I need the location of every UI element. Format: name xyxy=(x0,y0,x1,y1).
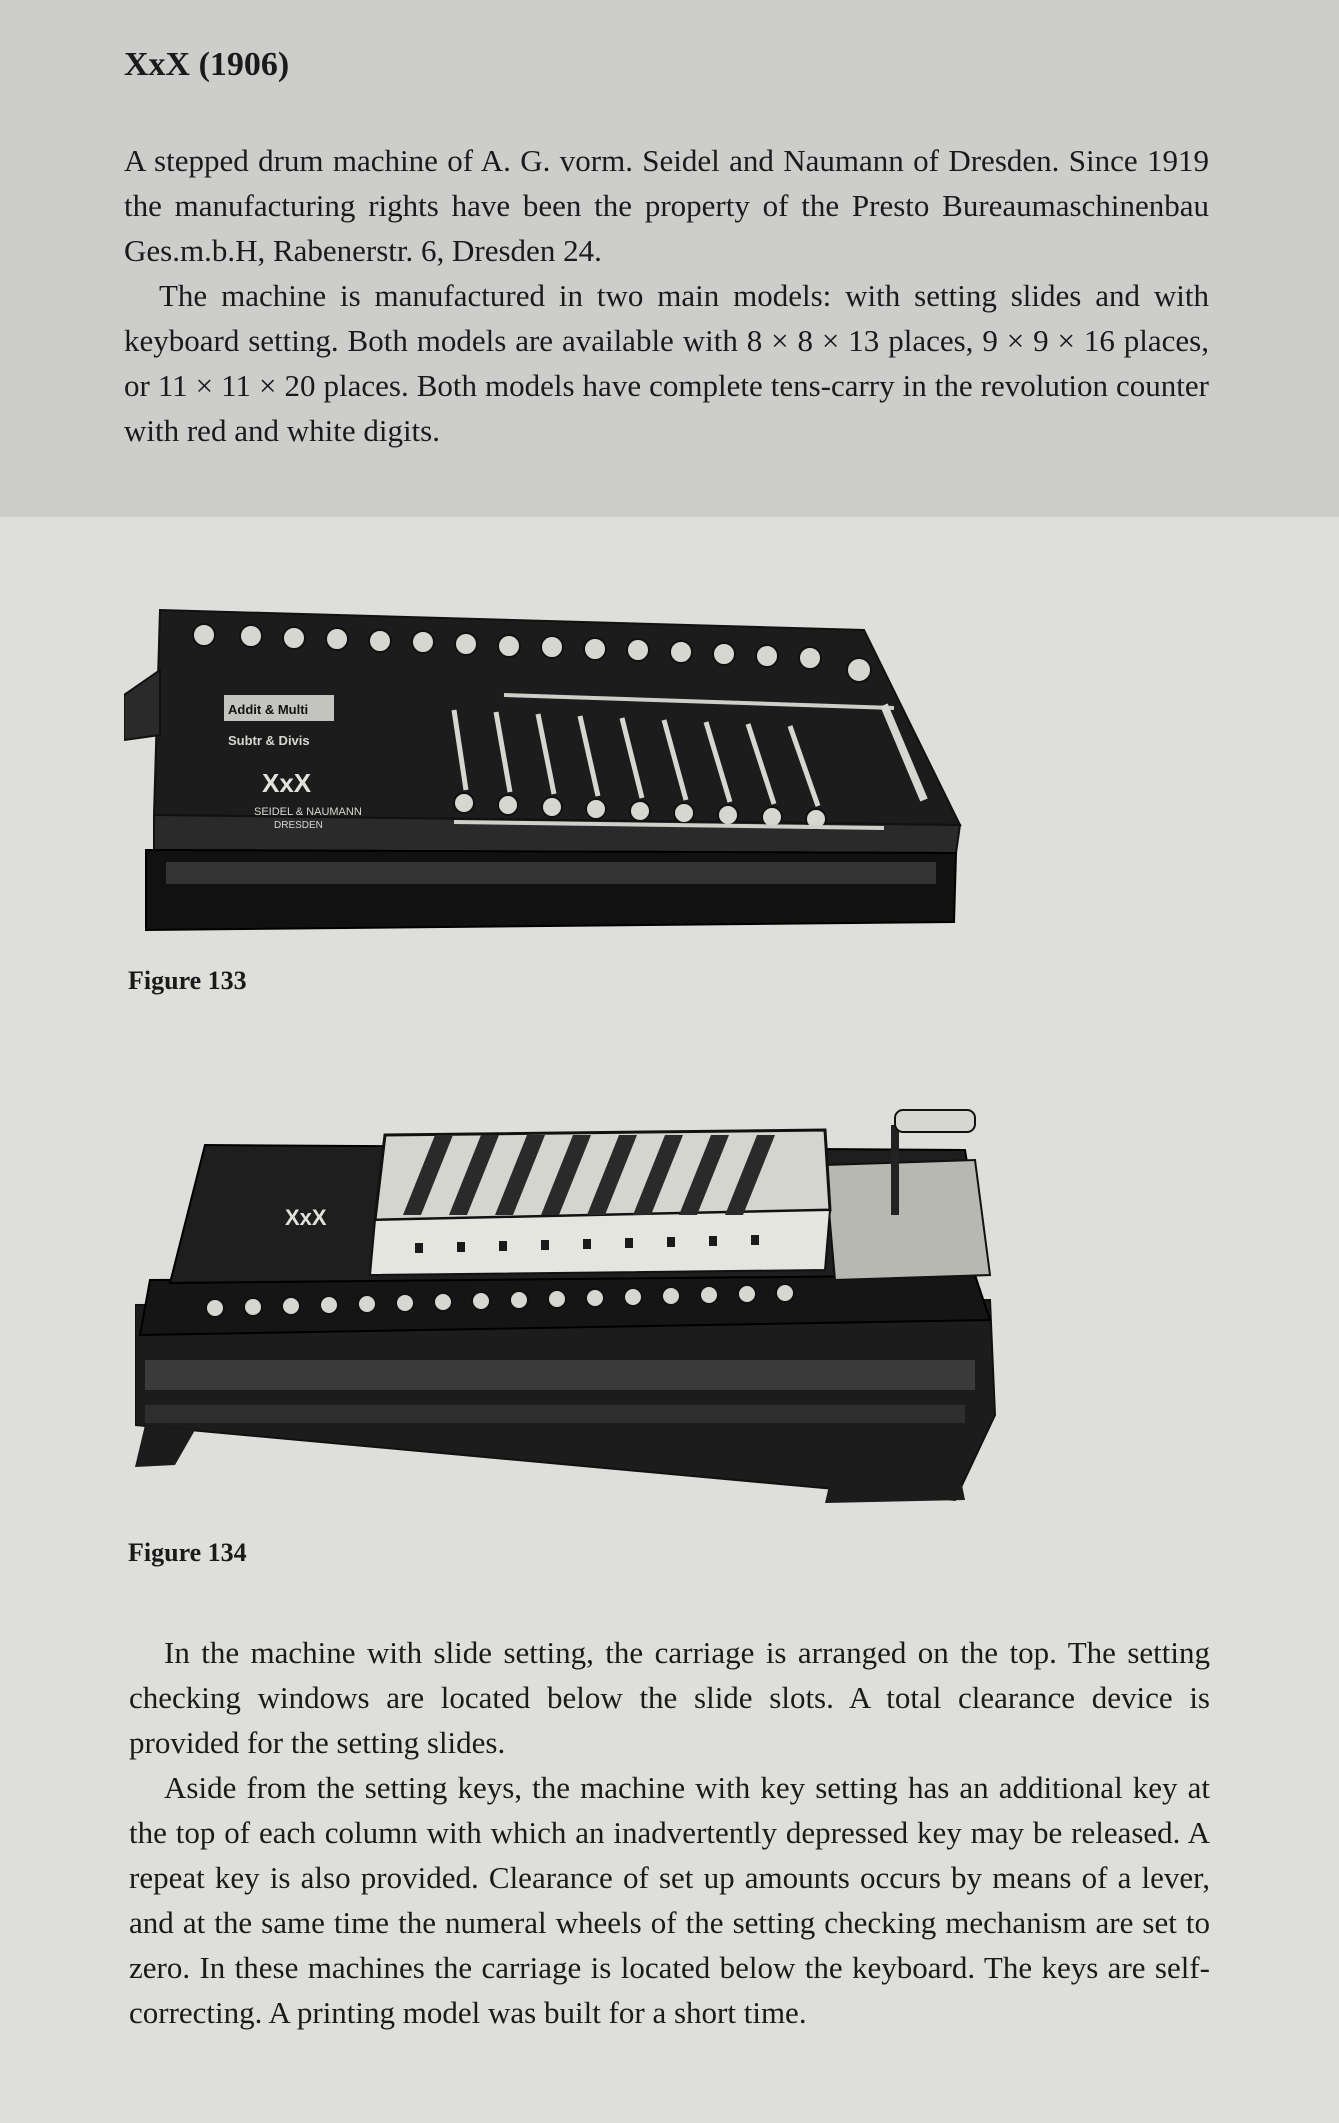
slide-machine-drawing xyxy=(124,600,964,935)
paragraph-models: The machine is manufactured in two main models: with setting slides and with keyboard setting. Both models are available with 8 × 8 × 13 places, 9 × 9 × 16 places, or 11 × 11 × 20 places. Both models have complete tens-carry in the revolution counter with red and white digits. xyxy=(124,278,1209,448)
plate-line-1: Addit & Multi xyxy=(228,702,309,717)
keyboard-machine-drawing xyxy=(135,1105,1005,1510)
plate-line-5: DRESDEN xyxy=(274,820,323,831)
base-lower-stripe xyxy=(145,1405,965,1423)
base-stripe xyxy=(166,862,936,884)
paragraph-key-setting: Aside from the setting keys, the machine with key setting has an additional key at the top of each column with which an inadvertently depressed key may be released. A repeat key is also provided. Clearance of set up amounts occurs by means of a lever, and at the same time the numeral wheels of the setting checking mechanism are set to zero. In these machines the carriage is located below the keyboard. The keys are self-correcting. A printing model was built for a short time. xyxy=(129,1770,1210,2030)
left-side-bracket xyxy=(124,670,160,740)
figure-133-caption: Figure 133 xyxy=(128,966,247,995)
plate-logo-xxx: XxX xyxy=(285,1205,327,1230)
left-foot xyxy=(135,1425,195,1467)
paragraph-slide-setting: In the machine with slide setting, the carriage is arranged on the top. The setting checking windows are located below the slide slots. A total clearance device is provided for the setting slides. xyxy=(129,1635,1210,1760)
crank-handle xyxy=(895,1110,975,1132)
plate-line-2: Subtr & Divis xyxy=(228,733,310,748)
base-stripe xyxy=(145,1360,975,1390)
plate-logo-xxx: XxX xyxy=(262,768,312,798)
plate-line-4: SEIDEL & NAUMANN xyxy=(254,806,362,818)
keyboard-front-panel xyxy=(370,1210,830,1275)
figure-134-caption: Figure 134 xyxy=(128,1538,247,1567)
right-housing xyxy=(825,1160,990,1280)
paragraph-intro: A stepped drum machine of A. G. vorm. Seidel and Naumann of Dresden. Since 1919 the manufacturing rights have been the property of the Presto Bureaumaschinenbau Ges.m.b.H, Rabenerstr. 6, Dresden 24. xyxy=(124,143,1209,268)
crank-knob xyxy=(847,658,871,682)
figure-134-illustration xyxy=(135,1105,1005,1510)
figure-133-illustration xyxy=(124,600,964,935)
page-title: XxX (1906) xyxy=(124,46,290,83)
